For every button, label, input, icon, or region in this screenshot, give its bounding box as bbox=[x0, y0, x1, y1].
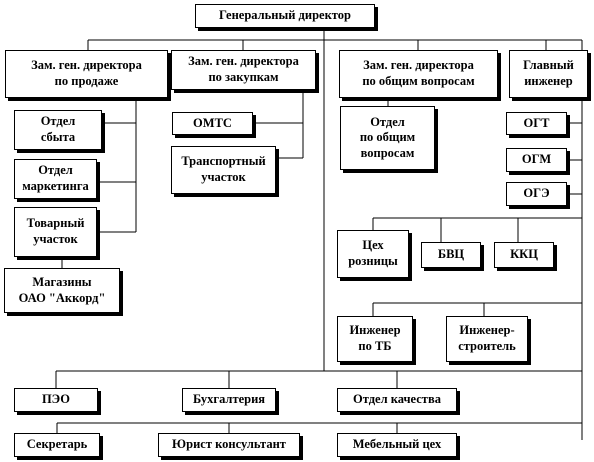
builder-engineer-box: Инженер- строитель bbox=[446, 316, 528, 362]
marketing-dept-box: Отдел маркетинга bbox=[14, 159, 97, 199]
bvts-box: БВЦ bbox=[421, 242, 481, 268]
ogt-box: ОГТ bbox=[506, 112, 567, 135]
transport-area-box: Транспортный участок bbox=[171, 146, 276, 194]
deputy-sales-box: Зам. ген. директора по продаже bbox=[5, 50, 168, 98]
safety-engineer-box: Инженер по ТБ bbox=[337, 316, 413, 362]
quality-dept-box: Отдел качества bbox=[337, 388, 457, 412]
general-director-box: Генеральный директор bbox=[195, 4, 375, 28]
general-affairs-dept-box: Отдел по общим вопросам bbox=[340, 106, 435, 170]
omts-box: ОМТС bbox=[172, 112, 253, 135]
accounting-box: Бухгалтерия bbox=[182, 388, 276, 412]
ogm-box: ОГМ bbox=[506, 148, 567, 172]
kkts-box: ККЦ bbox=[494, 242, 554, 268]
furniture-shop-box: Мебельный цех bbox=[337, 433, 457, 457]
stores-box: Магазины ОАО "Аккорд" bbox=[4, 268, 120, 313]
secretary-box: Секретарь bbox=[14, 433, 100, 457]
retail-shop-box: Цех розницы bbox=[337, 230, 409, 278]
peo-box: ПЭО bbox=[14, 388, 98, 412]
sales-dept-box: Отдел сбыта bbox=[14, 110, 102, 150]
legal-consultant-box: Юрист консультант bbox=[158, 433, 300, 457]
deputy-general-affairs-box: Зам. ген. директора по общим вопросам bbox=[339, 50, 498, 98]
chief-engineer-box: Главный инженер bbox=[509, 50, 588, 98]
oge-box: ОГЭ bbox=[506, 182, 567, 206]
deputy-purchase-box: Зам. ген. директора по закупкам bbox=[171, 50, 316, 90]
goods-area-box: Товарный участок bbox=[14, 207, 97, 257]
